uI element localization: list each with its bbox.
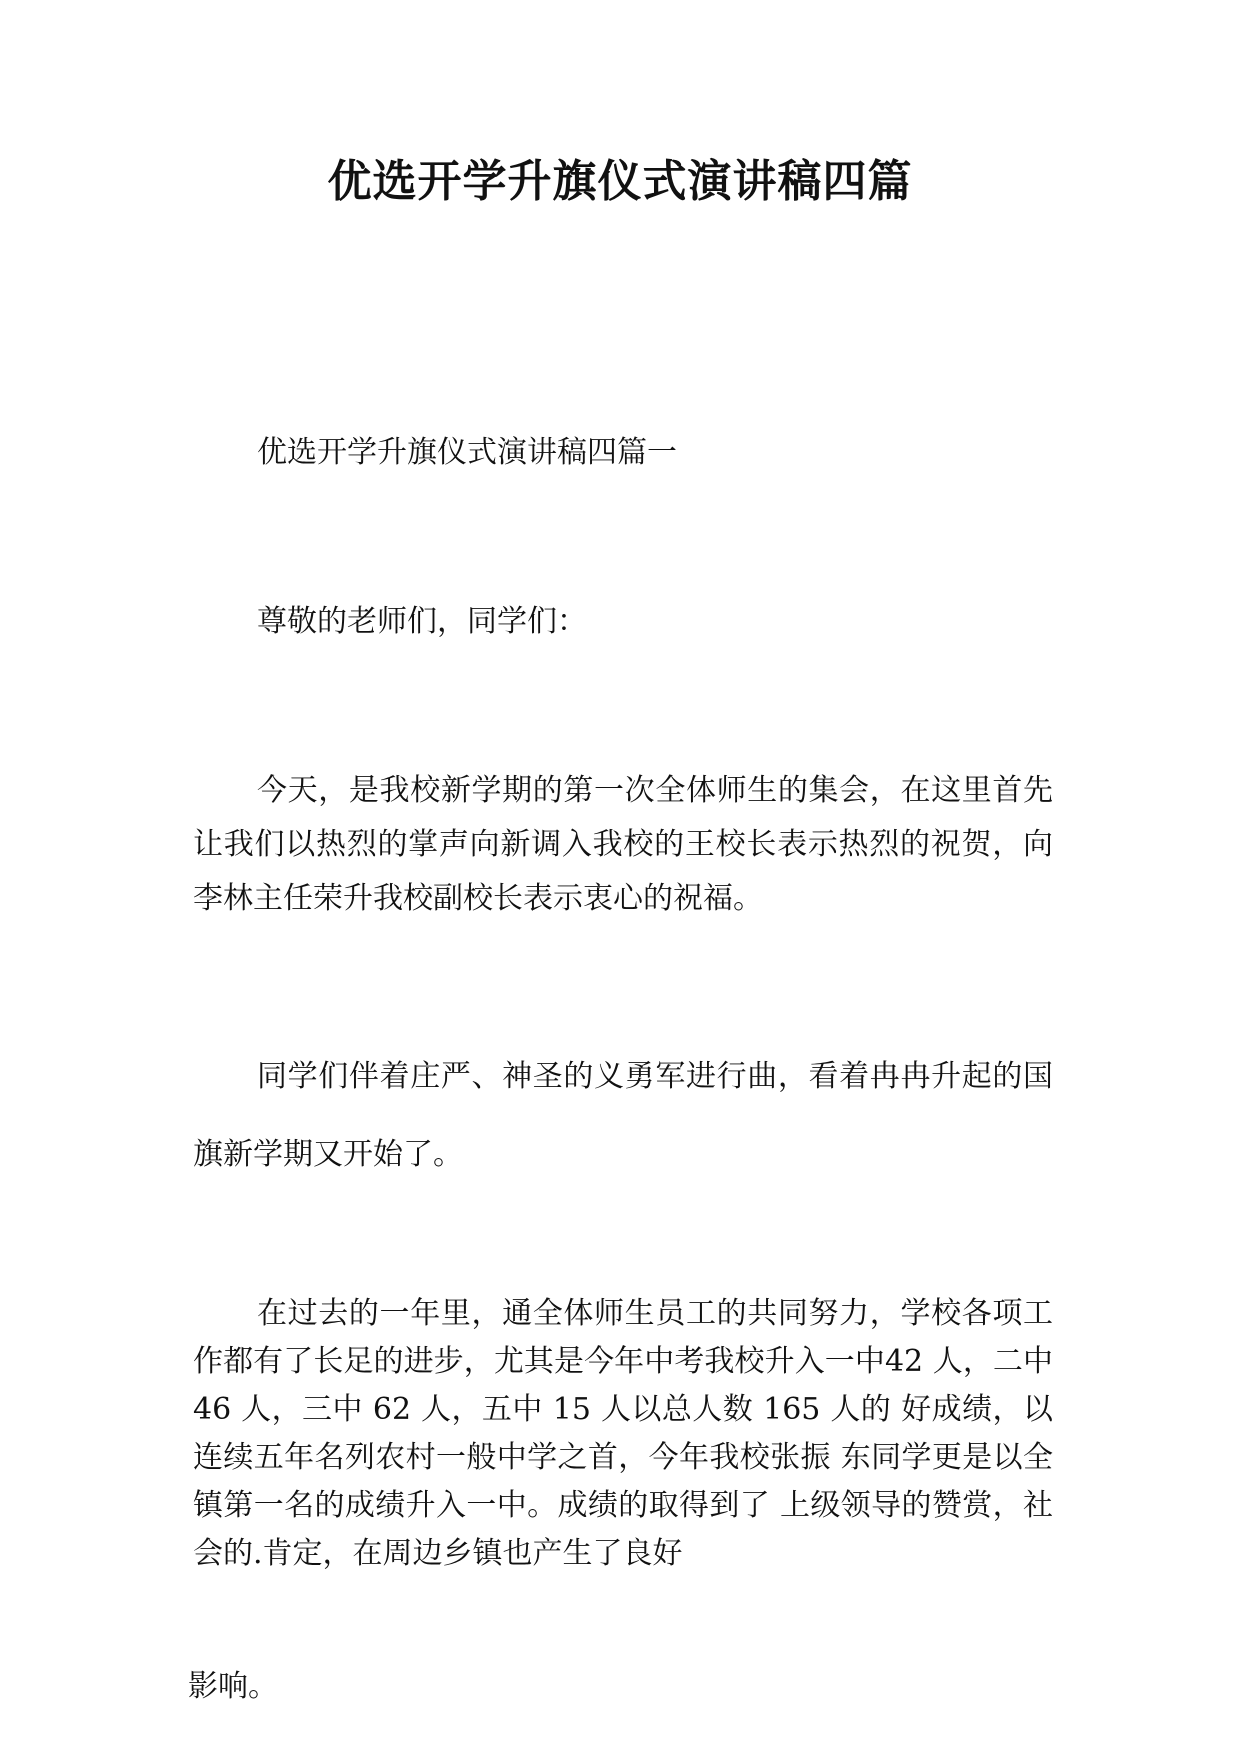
- body-paragraph: 在过去的一年里，通全体师生员工的共同努力，学校各项工作都有了长足的进步，尤其是今年中考我校升入一中42 人，二中 46 人，三中 62 人，五中 15 人以总人数 165 人的 好成绩，以连续五年名列农村一般中学之首，今年我校张振 东同学更是以全镇第一名的成绩升入一中。成绩的取得到了 上级领导的赞赏，社会的.肯定，在周边乡镇也产生了良好: [193, 1296, 1053, 1571]
- body-paragraph: 今天，是我校新学期的第一次全体师生的集会，在这里首先让我们以热烈的掌声向新调入我校的王校长表示热烈的祝贺，向李林主任荣升我校副校长表示衷心的祝福。: [193, 773, 1053, 916]
- body-paragraph: 同学们伴着庄严、神圣的义勇军进行曲，看着冉冉升起的国旗新学期又开始了。: [193, 1059, 1053, 1172]
- greeting-paragraph: 尊敬的老师们，同学们：: [257, 604, 587, 639]
- body-paragraph-continuation: 影响。: [188, 1669, 278, 1704]
- section-heading: 优选开学升旗仪式演讲稿四篇一: [257, 435, 677, 470]
- document-title: 优选开学升旗仪式演讲稿四篇: [327, 156, 913, 207]
